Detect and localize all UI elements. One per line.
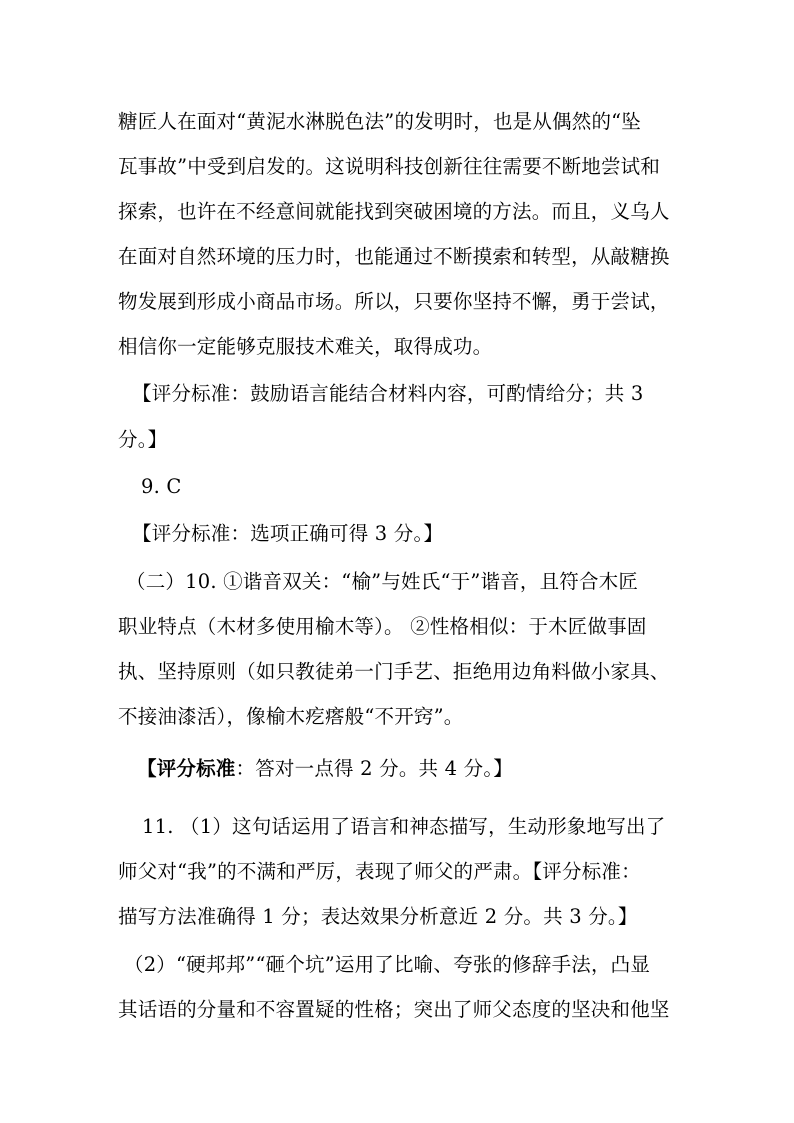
scoring-standard-10-text: ：答对一点得 2 分。共 4 分。】 [235, 757, 513, 780]
scoring-standard-line-2: 分。】 [118, 428, 168, 451]
answer-10-line-1: （二）10. ①谐音双关：“榆”与姓氏“于”谐音，且符合木匠 [126, 570, 639, 593]
paragraph-line-3: 探索，也许在不经意间就能找到突破困境的方法。而且，义乌人 [118, 200, 670, 223]
answer-9: 9. C [141, 475, 182, 498]
answer-11-1-line-3: 描写方法准确得 1 分；表达效果分析意近 2 分。共 3 分。】 [118, 905, 638, 928]
scoring-standard-line-1: 【评分标准：鼓励语言能结合材料内容，可酌情给分；共 3 [132, 382, 644, 405]
answer-11-2-line-1: （2）“硬邦邦”“砸个坑”运用了比喻、夸张的修辞手法，凸显 [124, 953, 651, 976]
answer-11-2-line-2: 其话语的分量和不容置疑的性格；突出了师父态度的坚决和他坚 [118, 998, 670, 1021]
answer-10-line-4: 不接油漆活），像榆木疙瘩般“不开窍”。 [118, 705, 464, 728]
paragraph-line-6: 相信你一定能够克服技术难关，取得成功。 [118, 335, 493, 358]
answer-10-line-3: 执、坚持原则（如只教徒弟一门手艺、拒绝用边角料做小家具、 [118, 660, 670, 683]
scoring-standard-10-label: 【评分标准 [137, 757, 236, 780]
scoring-standard-10 [137, 756, 513, 782]
paragraph-line-5: 物发展到形成小商品市场。所以，只要你坚持不懈，勇于尝试， [118, 290, 670, 313]
scoring-standard-9: 【评分标准：选项正确可得 3 分。】 [132, 522, 444, 545]
answer-11-1-line-2: 师父对“我”的不满和严厉，表现了师父的严肃。【评分标准： [118, 860, 641, 883]
answer-10-line-2: 职业特点（木材多使用榆木等）。 ②性格相似：于木匠做事固 [118, 615, 647, 638]
paragraph-line-4: 在面对自然环境的压力时，也能通过不断摸索和转型，从敲糖换 [118, 245, 670, 268]
paragraph-line-2: 瓦事故”中受到启发的。这说明科技创新往往需要不断地尝试和 [118, 155, 661, 178]
paragraph-line-1: 糖匠人在面对“黄泥水淋脱色法”的发明时，也是从偶然的“坠 [118, 110, 642, 133]
answer-11-1-line-1: 11. （1）这句话运用了语言和神态描写，生动形象地写出了 [142, 815, 666, 838]
